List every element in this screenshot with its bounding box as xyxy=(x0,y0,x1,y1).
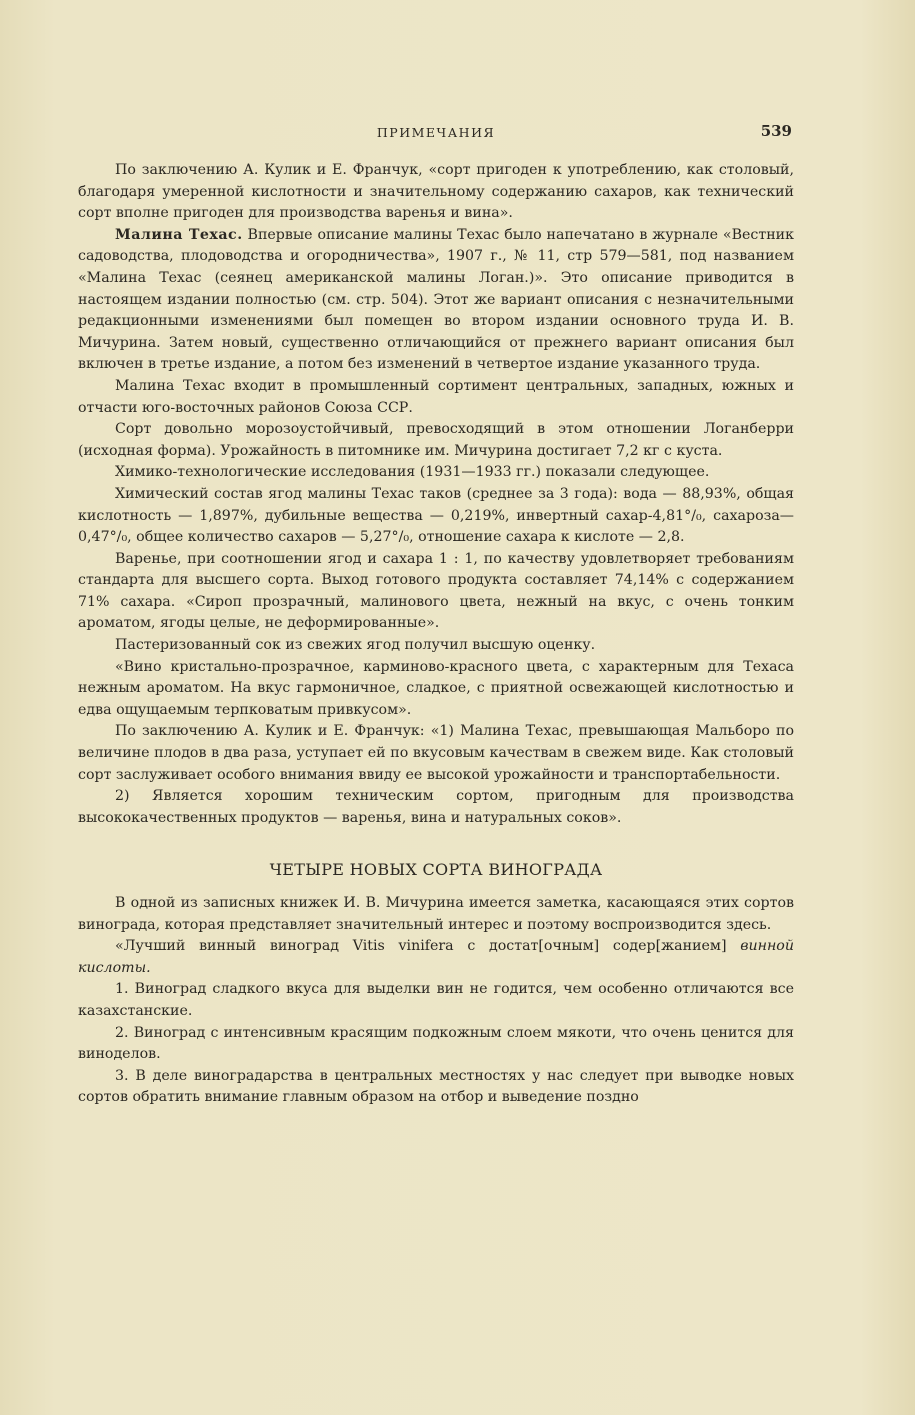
page-number: 539 xyxy=(760,122,792,140)
running-title: ПРИМЕЧАНИЯ xyxy=(376,125,496,140)
paragraph-frost-resistance: Сорт довольно морозоустойчивый, превосходящий в этом отношении Логанберри (исходная форма). Урожайность в питомнике им. Мичурина достигает 7,2 кг с куста. xyxy=(78,421,794,459)
run-in-heading: Малина Техас. xyxy=(115,226,243,243)
quote-italic: винной кислоты. xyxy=(78,938,794,976)
paragraph-conclusion-1: По заключению А. Кулик и Е. Франчук, «сорт пригоден к употреблению, как столовый, благодаря умеренной кислотности и значительному содержанию сахаров, как технический сорт вполне пригоден для производства варенья и вина». xyxy=(78,162,794,222)
list-item: 2. Виноград с интенсивным красящим подкожным слоем мякоти, что очень ценится для виноделов. xyxy=(78,1024,794,1063)
paragraph-juice: Пастеризованный сок из свежих ягод получил высшую оценку. xyxy=(115,637,596,654)
paragraph-malina-texas xyxy=(78,225,794,376)
paragraph-assortment: Малина Техас входит в промышленный сортимент центральных, западных, южных и отчасти юго-восточных районов Союза ССР. xyxy=(78,377,794,416)
paragraph-conclusion-2: По заключению А. Кулик и Е. Франчук: «1) Малина Техас, превышающая Мальборо по величине плодов в два раза, уступает ей по вкусовым качествам в свежем виде. Как столовый сорт заслуживает особого внимания ввиду ее высокой урожайности и транспортабельности. xyxy=(78,723,794,783)
section-quote xyxy=(78,936,794,979)
paragraph-jam: Варенье, при соотношении ягод и сахара 1 : 1, по качеству удовлетворяет требованиям стандарта для высшего сорта. Выход готового продукта составляет 74,14% с содержанием 71% сахара. «Сироп прозрачный, малинового цвета, нежный на вкус, с очень тонким ароматом, ягоды целые, не деформированные». xyxy=(78,550,794,632)
page-body xyxy=(78,160,794,1109)
section-intro: В одной из записных книжек И. В. Мичурина имеется заметка, касающаяся этих сортов винограда, которая представляет значительный интерес и поэтому воспроизводится здесь. xyxy=(78,895,794,933)
list-item: 3. В деле виноградарства в центральных местностях у нас следует при выводке новых сортов обратить внимание главным образом на отбор и выведение поздно xyxy=(78,1067,794,1106)
section-heading: ЧЕТЫРЕ НОВЫХ СОРТА ВИНОГРАДА xyxy=(269,860,603,880)
paragraph-text: Впервые описание малины Техас было напечатано в журнале «Вестник садоводства, плодоводства и огородничества», 1907 г., № 11, стр 579—581, под названием «Малина Техас (сеянец американской малины Логан.)». Это описание приводится в настоящем издании полностью (см. стр. 504). Этот же вариант описания с незначительными редакционными изменениями был помещен во втором издании основного труда И. В. Мичурина. Затем новый, существенно отличающийся от прежнего вариант описания был включен в третье издание, а потом без изменений в четвертое издание указанного труда. xyxy=(78,226,794,373)
page-header xyxy=(78,122,794,142)
paragraph-chemical-composition: Химический состав ягод малины Техас таков (среднее за 3 года): вода — 88,93%, общая кислотность — 1,897%, дубильные вещества — 0,219%, инвертный сахар-4,81°/₀, сахароза—0,47°/₀, общее количество сахаров — 5,27°/₀, отношение сахара к кислоте — 2,8. xyxy=(78,485,794,546)
quote-start: «Лучший винный виноград Vitis vinifera с достат[очным] содер[жанием] xyxy=(115,938,727,955)
paragraph-research: Химико-технологические исследования (1931—1933 гг.) показали следующее. xyxy=(115,464,710,481)
paragraph-wine: «Вино кристально-прозрачное, карминово-красного цвета, с характерным для Техаса нежным ароматом. На вкус гармоничное, сладкое, с приятной освежающей кислотностью и едва ощущаемым терпковатым привкусом». xyxy=(78,658,794,718)
paragraph-conclusion-2-point-2: 2) Является хорошим техническим сортом, пригодным для производства высококачественных продуктов — варенья, вина и натуральных соков». xyxy=(78,788,794,826)
list-item: 1. Виноград сладкого вкуса для выделки вин не годится, чем особенно отличаются все казахстанские. xyxy=(78,981,794,1019)
